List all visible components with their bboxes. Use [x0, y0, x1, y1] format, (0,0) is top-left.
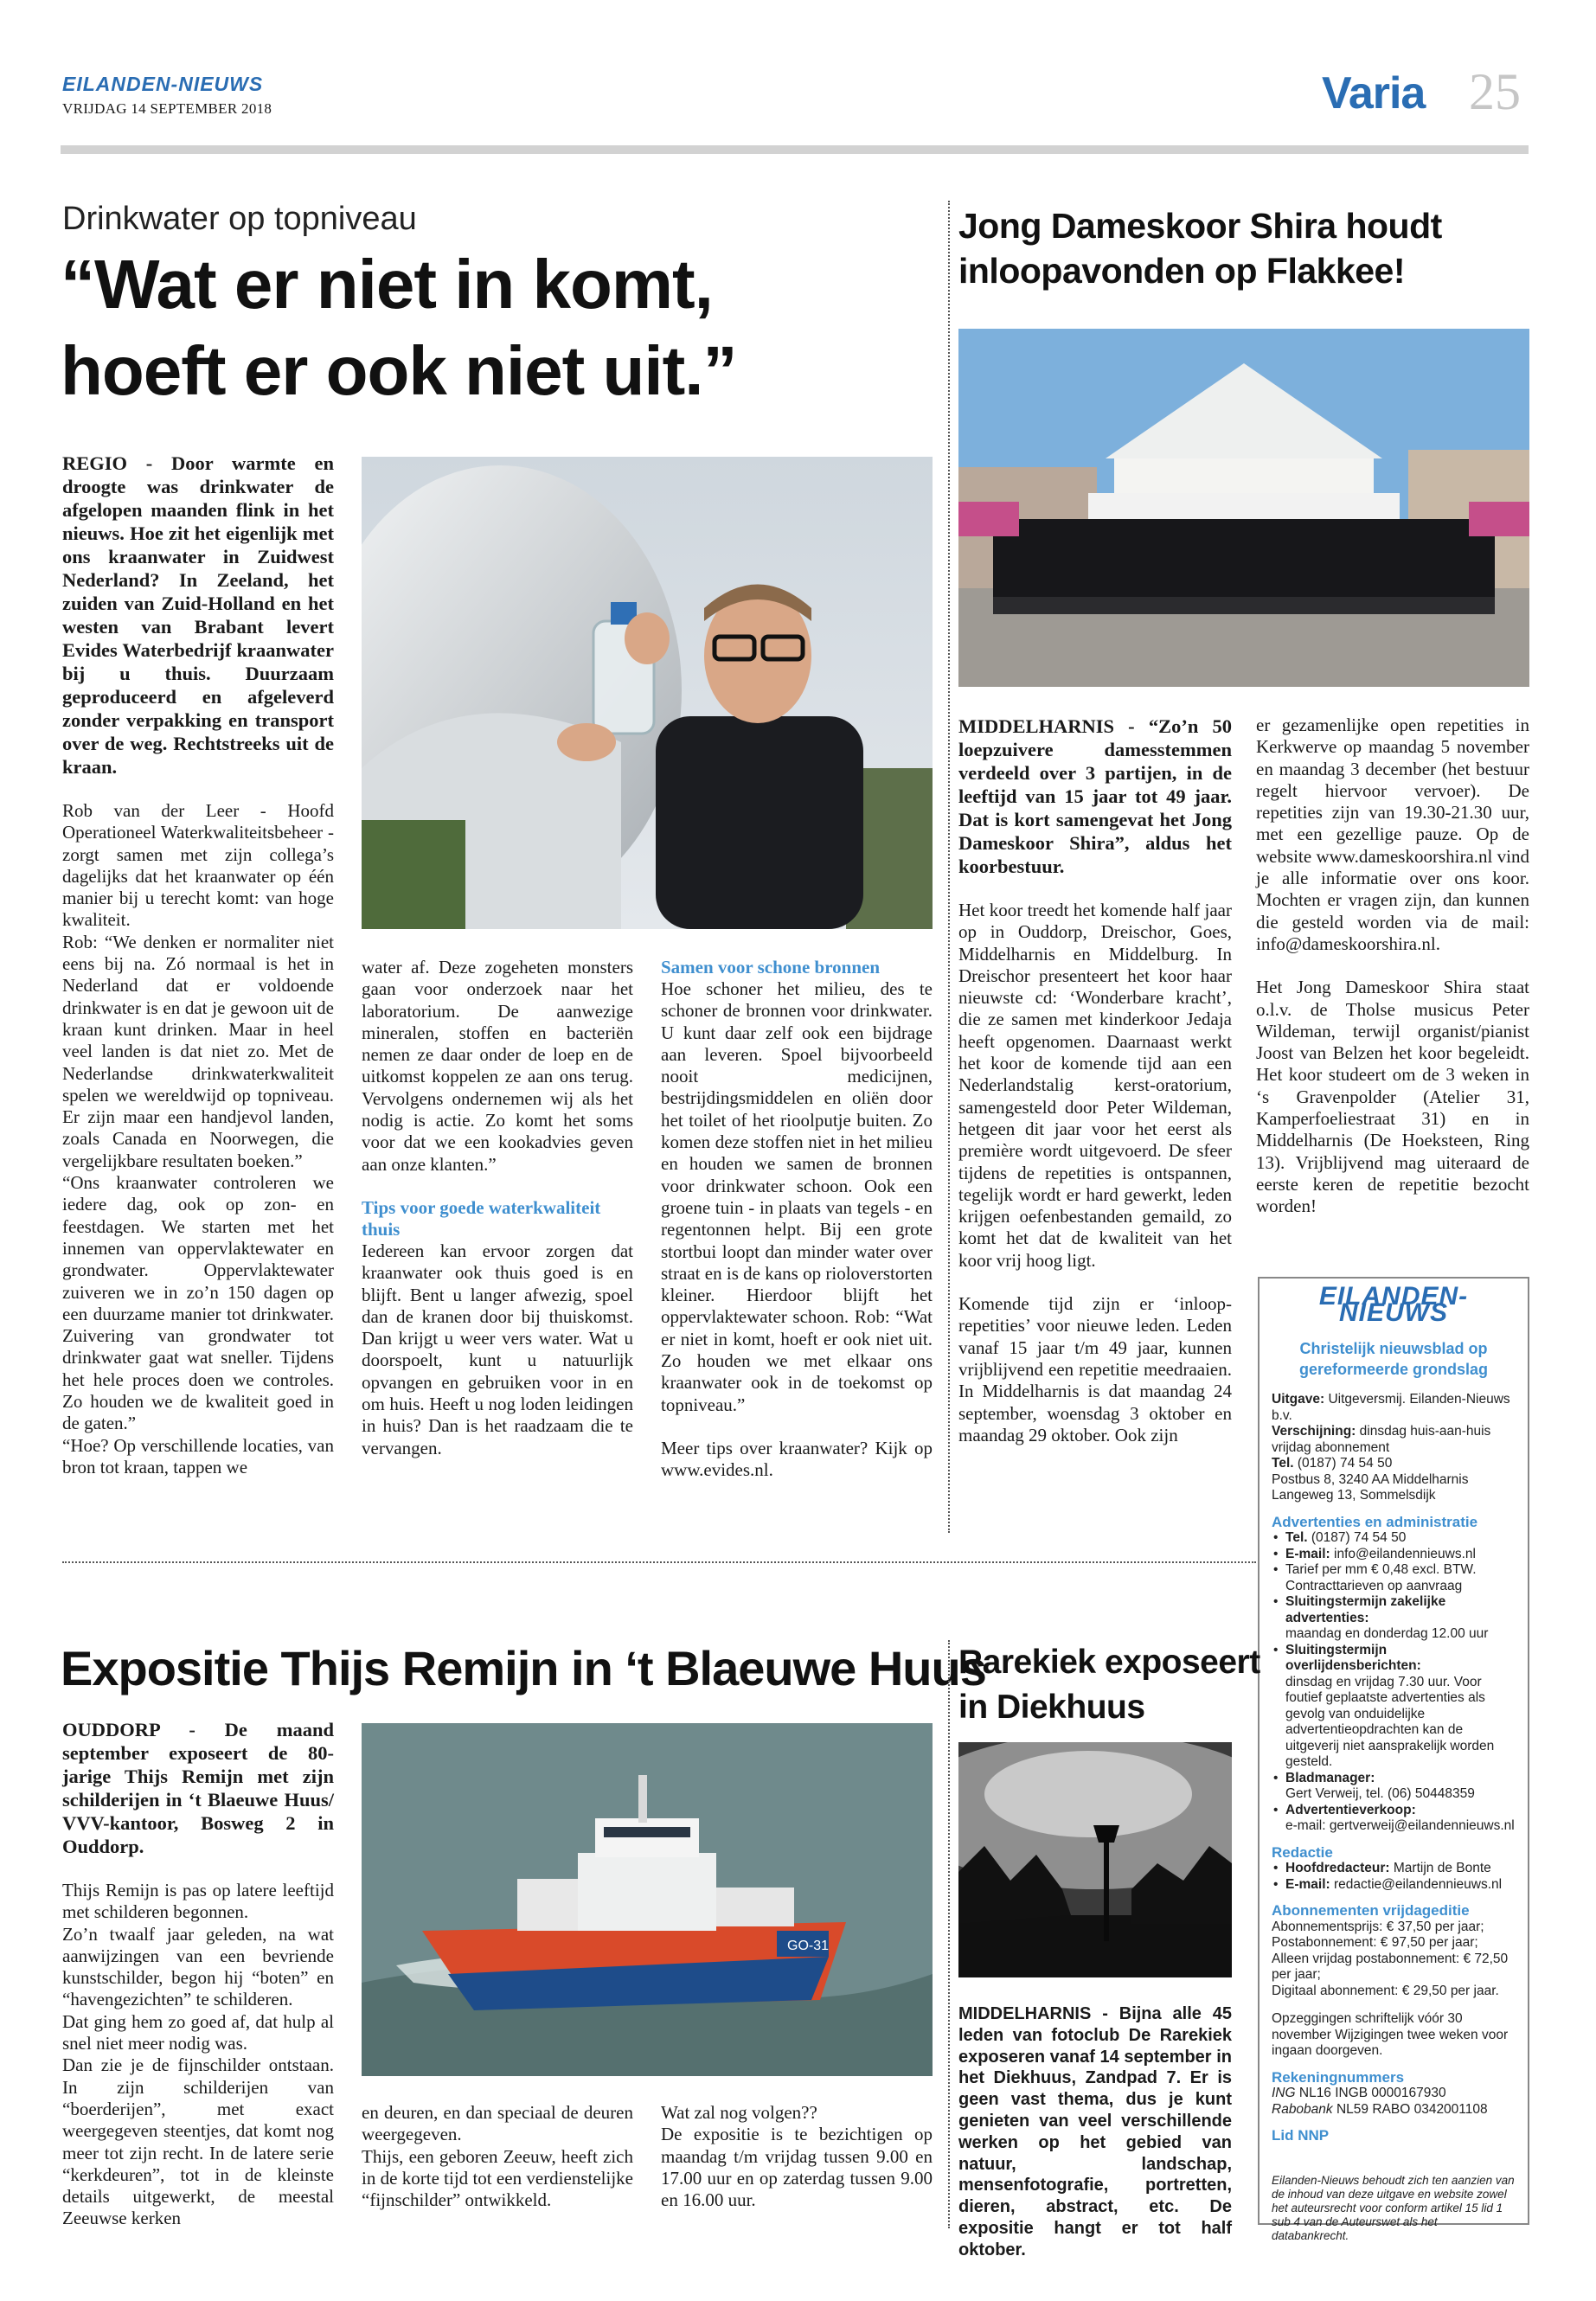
- colofon-value: (0187) 74 54 50: [1311, 1530, 1407, 1545]
- colofon-tel: [1272, 1456, 1516, 1472]
- article2-photo: [958, 329, 1529, 687]
- article3-column-3: [661, 2102, 933, 2211]
- colofon-value: e-mail: gertverweij@eilandennieuws.nl: [1285, 1818, 1515, 1833]
- colofon-label: Tel.: [1285, 1530, 1308, 1545]
- article1-column-2: [362, 957, 633, 1459]
- colofon-abo-2: Postabonnement: € 97,50 per jaar;: [1272, 1935, 1478, 1950]
- colofon-value: Gert Verweij, tel. (06) 50448359: [1285, 1786, 1475, 1801]
- colofon-abo-1: Abonnementsprijs: € 37,50 per jaar;: [1272, 1919, 1484, 1934]
- colofon-value: dinsdag en vrijdag 7.30 uur. Voor foutief geplaatste advertenties als gevolg van onduidelijke advertentieopdrachten kan de uitgeverij niet aansprakelijk worden gesteld.: [1285, 1674, 1495, 1769]
- boat-registration: GO-31: [787, 1939, 830, 1953]
- article3-column-2: [362, 2102, 633, 2211]
- colofon-item: [1272, 1803, 1516, 1835]
- article4-lead: MIDDELHARNIS - Bijna alle 45 leden van fotoclub De Rarekiek exposeren vanaf 14 september in het Diekhuus, Zandpad 7. Er is geen vast thema, dus je kunt genieten van veel verschillende werken op het gebied van natuur, landschap, mensenfotografie, portretten, dieren, abstract, etc. De expositie hangt er tot half oktober.: [958, 2004, 1232, 2259]
- colofon-label: Hoofdredacteur:: [1285, 1861, 1390, 1875]
- choir-illustration: [958, 329, 1529, 687]
- article2-paragraph: er gezamenlijke open repetities in Kerkwerve op maandag 5 november en maandag 3 december (het bestuur regelt hiervoor vervoer). De repetities zijn van 19.30-21.30 uur, met een gezellige pauze. Op de website www.dameskoorshira.nl vind je alle informatie over ons koor. Mochten er vragen zijn, dan kunnen die gesteld worden via de mail: info@dameskoorshira.nl.: [1256, 715, 1529, 954]
- colofon-abo-4: Digitaal abonnement: € 29,50 per jaar.: [1272, 1983, 1499, 1998]
- page-number: 25: [1469, 63, 1521, 120]
- article2-headline-2: inloopavonden op Flakkee!: [958, 251, 1406, 291]
- colofon-value: dinsdag huis-aan-huis vrijdag abonnement: [1272, 1424, 1491, 1455]
- article1-paragraph: Iedereen kan ervoor zorgen dat kraanwater ook thuis goed is en blijft. Bent u langer afwezig, spoel dan de kranen door bij thuiskomst. Dan krijgt u weer vers water. Wat u doorspoelt, kunt u natuurlijk opvangen en gebruiken voor in en om huis. Heeft u nog loden leidingen in huis? Dan is het raadzaam die te vervangen.: [362, 1240, 633, 1458]
- colofon-lid: Lid NNP: [1272, 2127, 1330, 2144]
- article3-paragraph: Dat ging hem zo goed af, dat hulp al snel niet meer nodig was.: [62, 2010, 334, 2054]
- colofon-label: Advertentieverkoop:: [1285, 1802, 1416, 1817]
- colofon-value: Martijn de Bonte: [1393, 1861, 1491, 1875]
- colofon-label: Verschijning:: [1272, 1424, 1356, 1439]
- street-lamp-illustration: [958, 1742, 1232, 1977]
- article1-paragraph: Hoe schoner het milieu, des te schoner de bronnen voor drinkwater. U kunt daar zelf ook een bijdrage aan leveren. Spoel bijvoorbeeld nooit medicijnen, bestrijdingsmiddelen en oliën door het toilet of het rioolputje buiten. Zo komen deze stoffen niet in het milieu en houden we samen de bronnen voor drinkwater schoon. Ook een groene tuin - in plaats van tegels - en regentonnen helpt. Bij een grote stortbui loopt dan minder water over straat en is de kans op rioloverstorten kleiner. Hierdoor blijft het oppervlaktewater schoon. Rob: “Wat er niet in komt, hoeft er ook niet uit. Zo houden we met elkaar ons kraanwater ook in de toekomst op topniveau.”: [661, 978, 933, 1415]
- article4-photo: [958, 1742, 1232, 1977]
- masthead-date: VRIJDAG 14 SEPTEMBER 2018: [62, 100, 272, 117]
- colofon-label: ING: [1272, 2086, 1296, 2100]
- colofon-value: Tarief per mm € 0,48 excl. BTW.: [1285, 1562, 1477, 1577]
- article1-paragraph: Meer tips over kraanwater? Kijk op www.evides.nl.: [661, 1437, 933, 1481]
- colofon-tagline: Christelijk nieuwsblad op gereformeerde grondslag: [1298, 1340, 1489, 1378]
- colofon-uitgave: [1272, 1392, 1516, 1424]
- colofon-label: Uitgave:: [1272, 1392, 1325, 1407]
- colofon-heading-redactie: Redactie: [1272, 1843, 1333, 1861]
- colofon-label: E-mail:: [1285, 1876, 1330, 1892]
- colofon-value: maandag en donderdag 12.00 uur: [1285, 1626, 1489, 1641]
- colofon-label: E-mail:: [1285, 1546, 1330, 1561]
- article1-paragraph: Rob van der Leer - Hoofd Operationeel Waterkwaliteitsbeheer - zorgt samen met zijn collega’s dagelijks dat het kraanwater op één manier bij u terecht komt: van hoge kwaliteit.: [62, 800, 334, 931]
- masthead-rule: [61, 145, 1529, 154]
- colofon-list-advertenties: [1272, 1530, 1516, 1835]
- colofon-rek-2: [1272, 2102, 1516, 2118]
- article1-subhead-bronnen: Samen voor schone bronnen: [661, 957, 881, 977]
- article2-lead: MIDDELHARNIS - “Zo’n 50 loepzuivere damesstemmen verdeeld over 3 partijen, in de leeftijd van 15 jaar tot 49 jaar. Dat is kort samengevat het Jong Dameskoor Shira”, aldus het koorbestuur.: [958, 715, 1232, 877]
- article3-paragraph: Dan zie je de fijnschilder ontstaan. In zijn schilderijen van “boerderijen”, met exact weergegeven steentjes, dat komt nog meer tot zijn recht. In de latere serie “kerkdeuren”, tot in de kleinste details uitgewerkt, de meestal Zeeuwse kerken: [62, 2054, 334, 2229]
- article1-lead: REGIO - Door warmte en droogte was drinkwater de afgelopen maanden flink in het nieuws. Hoe zit het eigenlijk met ons kraanwater in Zuidwest Nederland? In Zeeland, het zuiden van Zuid-Holland en het westen van Brabant levert Evides Waterbedrijf kraanwater bij u thuis. Duurzaam geproduceerd en afgeleverd zonder verpakking en transport over de weg. Rechtstreeks uit de kraan.: [62, 452, 334, 778]
- article1-headline-2: hoeft er ook niet uit.”: [61, 332, 737, 409]
- article4-column: [958, 2003, 1232, 2261]
- colofon-item: [1272, 1643, 1516, 1771]
- section-title: Varia: [1322, 68, 1426, 119]
- colofon-label: Bladmanager:: [1285, 1770, 1375, 1785]
- article3-paragraph: Zo’n twaalf jaar geleden, na wat aanwijzingen van een bevriende kunstschilder, begon hij “boten” en “havengezichten” te schilderen.: [62, 1923, 334, 2010]
- colofon-list-redactie: [1272, 1861, 1516, 1893]
- colofon-disclaimer: Eilanden-Nieuws behoudt zich ten aanzien van de inhoud van deze uitgave en website zowel het auteursrecht voor conform artikel 15 lid 1 sub 4 van de Auteurswet als het databankrecht.: [1272, 2173, 1515, 2242]
- article1-headline-1: “Wat er niet in komt,: [61, 246, 713, 323]
- article3-paragraph: Thijs Remijn is pas op latere leeftijd met schilderen begonnen.: [62, 1880, 334, 1923]
- article4-headline-1: Rarekiek exposeert: [958, 1644, 1260, 1681]
- article1-photo: [362, 457, 933, 929]
- article4-headline-2: in Diekhuus: [958, 1689, 1145, 1726]
- colofon-opzeg: Opzeggingen schriftelijk vóór 30 november Wijzigingen twee weken voor ingaan doorgeven.: [1272, 2011, 1509, 2058]
- article1-paragraph: Rob: “We denken er normaliter niet eens bij na. Zó normaal is het in Nederland dat er voldoende drinkwater is en dat je gewoon uit de kraan kunt drinken. Maar in heel veel landen is dat niet zo. Met de Nederlandse drinkwaterkwaliteit spelen we wereldwijd op topniveau. Er zijn maar een handjevol landen, zoals Canada en Noorwegen, die vergelijkbare resultaten boeken.”: [62, 931, 334, 1171]
- boat-painting-illustration: [362, 1723, 933, 2076]
- colofon-value: Contracttarieven op aanvraag: [1285, 1578, 1463, 1593]
- colofon-address-1: Postbus 8, 3240 AA Middelharnis: [1272, 1471, 1469, 1487]
- colofon-heading-abonnementen: Abonnementen vrijdageditie: [1272, 1902, 1470, 1919]
- column-divider: [948, 201, 950, 1533]
- article2-paragraph: Komende tijd zijn er ‘inloop-repetities’ voor nieuwe leden. Leden vanaf 15 jaar t/m 49 jaar, kunnen vrijblijvend een repetitie meedraaien. In Middelharnis is dat maandag 24 september, woensdag 3 oktober en maandag 29 oktober. Ook zijn: [958, 1293, 1232, 1445]
- colofon-label: Tel.: [1272, 1456, 1294, 1471]
- article3-headline: Expositie Thijs Remijn in ‘t Blaeuwe Huus: [61, 1641, 986, 1695]
- colofon-verschijning: [1272, 1424, 1516, 1456]
- colofon-heading-advertenties: Advertenties en administratie: [1272, 1513, 1478, 1530]
- colofon-rek-1: [1272, 2086, 1516, 2102]
- colofon-value: (0187) 74 54 50: [1297, 1456, 1393, 1471]
- article3-paragraph: De expositie is te bezichtigen op maandag t/m vrijdag tussen 9.00 en 17.00 uur en op zaterdag tussen 9.00 en 16.00 uur.: [661, 2124, 933, 2211]
- article1-kicker: Drinkwater op topniveau: [62, 201, 417, 237]
- masthead-logo: EILANDEN-NIEUWS: [62, 73, 264, 95]
- article3-paragraph: en deuren, en dan speciaal de deuren weergegeven.: [362, 2102, 633, 2145]
- article1-paragraph: “Ons kraanwater controleren we iedere dag, ook op zon- en feestdagen. We starten met het innemen van oppervlaktewater en grondwater. Oppervlaktewater zuiveren we in zo’n 150 dagen op een duurzame manier tot drinkwater. Zuivering van grondwater tot drinkwater gaat wat sneller. Tijdens het hele proces doen we controles. Zo houden we de kwaliteit goed in de gaten.”: [62, 1172, 334, 1434]
- article2-paragraph: Het koor treedt het komende half jaar op in Ouddorp, Dreischor, Goes, Middelharnis en Middelburg. In Dreischor presenteert het koor haar nieuwste cd: ‘Wonderbare kracht’, die ze samen met kinderkoor Jedaja heeft opgenomen. Daarnaast werkt het koor de komende tijd aan een Nederlandstalig kerst-oratorium, samengesteld door Peter Wildeman, hetgeen dit jaar voor het eerst als première wordt uitgevoerd. De sfeer tijdens de repetities is ontspannen, tegelijk wordt er hard gewerkt, leden krijgen oefenbestanden gemaild, zo komt het dat de kwaliteit van het koor vrij hoog ligt.: [958, 900, 1232, 1271]
- section-divider: [62, 1561, 1256, 1563]
- colofon-item: [1272, 1877, 1516, 1894]
- colofon-label: Sluitingstermijn zakelijke advertenties:: [1285, 1594, 1446, 1625]
- article3-paragraph: Thijs, een geboren Zeeuw, heeft zich in de korte tijd tot een verdienstelijke “fijnschilder” ontwikkeld.: [362, 2145, 633, 2211]
- article3-paragraph: Wat zal nog volgen??: [661, 2102, 817, 2123]
- column-divider: [948, 1640, 950, 2228]
- article2-column-1: [958, 715, 1232, 1446]
- water-inspector-illustration: [362, 457, 933, 929]
- colofon-item: [1272, 1562, 1516, 1594]
- article3-column-1: [62, 1718, 334, 2230]
- colofon-value: Uitgeversmij. Eilanden-Nieuws b.v.: [1272, 1392, 1510, 1423]
- article1-column-3: [661, 957, 933, 1482]
- article1-column-1: [62, 452, 334, 1478]
- article2-paragraph: Het Jong Dameskoor Shira staat o.l.v. de Tholse musicus Peter Wildeman, terwijl organist/pianist Joost van Belzen het koor begeleidt. Het koor studeert om de 3 weken in ‘s Gravenpolder (Atelier 31, Kamperfoeliestraat 31) en in Middelharnis (De Hoeksteen, Ring 13). Vrijblijvend mag uiteraard de eerste keren de repetitie bezocht worden!: [1256, 977, 1529, 1217]
- colofon-value: NL16 INGB 0000167930: [1298, 2086, 1446, 2100]
- colofon-value: NL59 RABO 0342001108: [1336, 2101, 1488, 2117]
- article1-subhead-tips: Tips voor goede waterkwaliteit thuis: [362, 1196, 601, 1240]
- colofon-address-2: Langeweg 13, Sommelsdijk: [1272, 1488, 1436, 1503]
- colofon-label: Rabobank: [1272, 2101, 1333, 2117]
- colofon-label: Sluitingstermijn overlijdensberichten:: [1285, 1642, 1421, 1673]
- colofon-item: [1272, 1771, 1516, 1803]
- colofon-heading-rekening: Rekeningnummers: [1272, 2068, 1405, 2086]
- colofon-logo: EILANDEN-NIEUWS: [1318, 1282, 1469, 1327]
- article1-paragraph: water af. Deze zogeheten monsters gaan voor onderzoek naar het laboratorium. De aanwezige mineralen, stoffen en bacteriën nemen ze daar onder de loep en de uitkomst koppelen ze aan ons terug. Vervolgens ondernemen wij als het nodig is actie. Zo komt het soms voor dat we een kookadvies geven aan onze klanten.”: [362, 957, 633, 1175]
- colofon-abo-3: Alleen vrijdag postabonnement: € 72,50 per jaar;: [1272, 1951, 1509, 1982]
- colofon-box: [1258, 1277, 1529, 2242]
- colofon-item: [1272, 1594, 1516, 1643]
- colofon-value: redactie@eilandennieuws.nl: [1334, 1876, 1503, 1892]
- article3-photo: [362, 1723, 933, 2076]
- article3-lead: OUDDORP - De maand september exposeert de 80-jarige Thijs Remijn met zijn schilderijen in ‘t Blaeuwe Huus/ VVV-kantoor, Bosweg 2 in Ouddorp.: [62, 1719, 334, 1857]
- colofon-item: [1272, 1547, 1516, 1563]
- article2-headline-1: Jong Dameskoor Shira houdt: [958, 206, 1442, 246]
- colofon-value: info@eilandennieuws.nl: [1334, 1546, 1476, 1561]
- article1-paragraph: “Hoe? Op verschillende locaties, van bron tot kraan, tappen we: [62, 1434, 334, 1477]
- colofon-item: [1272, 1530, 1516, 1547]
- colofon-item: [1272, 1861, 1516, 1877]
- article2-column-2: [1256, 715, 1529, 1218]
